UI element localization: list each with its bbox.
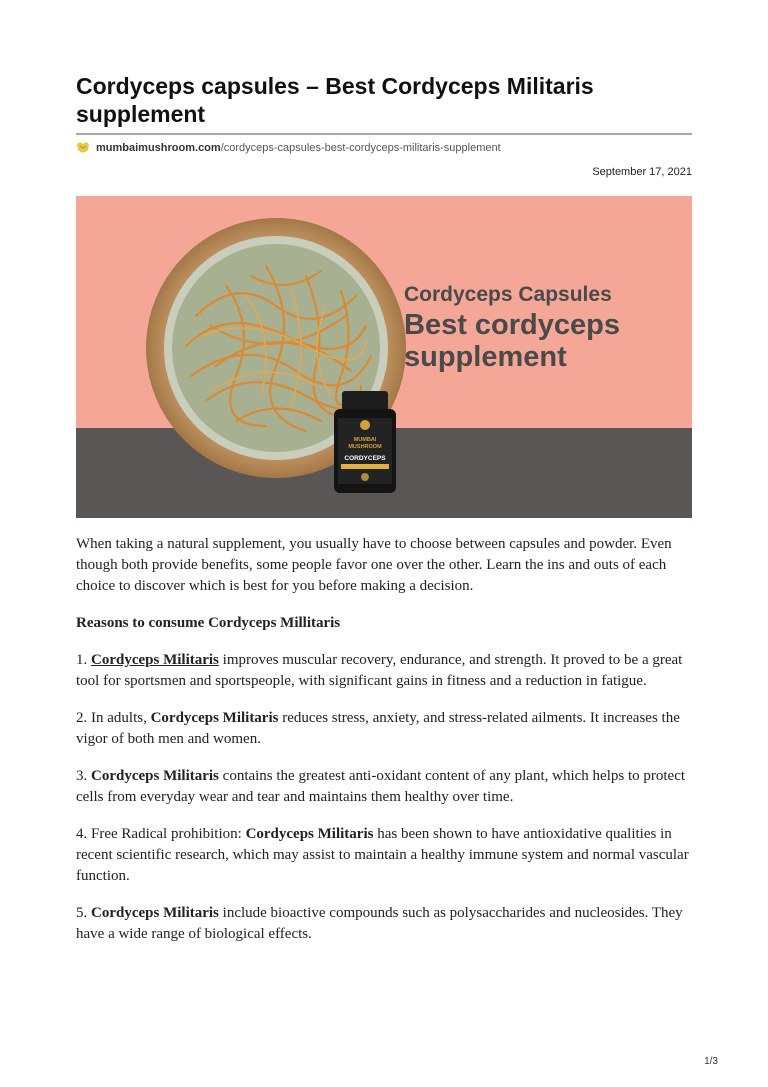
jar-brand-1: MUMBAI	[353, 437, 377, 443]
title-divider	[76, 133, 692, 135]
page-title: Cordyceps capsules – Best Cordyceps Militaris supplement	[76, 73, 594, 127]
hero-headline-1: Cordyceps Capsules	[404, 283, 612, 306]
source-path: /cordyceps-capsules-best-cordyceps-militaris-supplement	[220, 142, 501, 154]
supplement-jar	[334, 391, 396, 493]
intro-paragraph: When taking a natural supplement, you usually have to choose between capsules and powder. Even though both provide benefits, some people favor one over the other. Learn the ins and outs of each choice to discover which is best for you before making a decision.	[76, 536, 672, 594]
source-link[interactable]	[76, 141, 501, 155]
section-heading: Reasons to consume Cordyceps Millitaris	[76, 615, 341, 631]
source-domain: mumbaimushroom.com	[96, 142, 221, 154]
list-item: 5. Cordyceps Militaris include bioactive compounds such as polysaccharides and nucleosides. They have a wide range of biological effects.	[76, 905, 683, 942]
page-number: 1/3	[704, 1056, 718, 1067]
hero-image	[76, 196, 692, 518]
publish-date: September 17, 2021	[592, 166, 692, 178]
article-body	[76, 534, 692, 961]
hero-headline-2: Best cordyceps	[404, 309, 620, 341]
jar-brand-2: MUSHROOM	[348, 444, 382, 450]
hero-headline-3: supplement	[404, 341, 567, 373]
list-item: 4. Free Radical prohibition: Cordyceps Militaris has been shown to have antioxidative qualities in recent scientific research, which may assist to maintain a healthy immune system and normal vascular function.	[76, 826, 689, 884]
cordyceps-link[interactable]: Cordyceps Militaris	[91, 652, 219, 668]
list-item: 2. In adults, Cordyceps Militaris reduces stress, anxiety, and stress-related ailments. It increases the vigor of both men and women.	[76, 710, 680, 747]
jar-product: CORDYCEPS	[344, 455, 386, 462]
site-favicon-icon	[76, 141, 90, 155]
list-item: 1. Cordyceps Militaris improves muscular recovery, endurance, and strength. It proved to be a great tool for sportsmen and sportspeople, with significant gains in fitness and a reduction in fatigue.	[76, 652, 683, 689]
list-item: 3. Cordyceps Militaris contains the greatest anti-oxidant content of any plant, which helps to protect cells from everyday wear and tear and maintains them healthy over time.	[76, 768, 686, 805]
